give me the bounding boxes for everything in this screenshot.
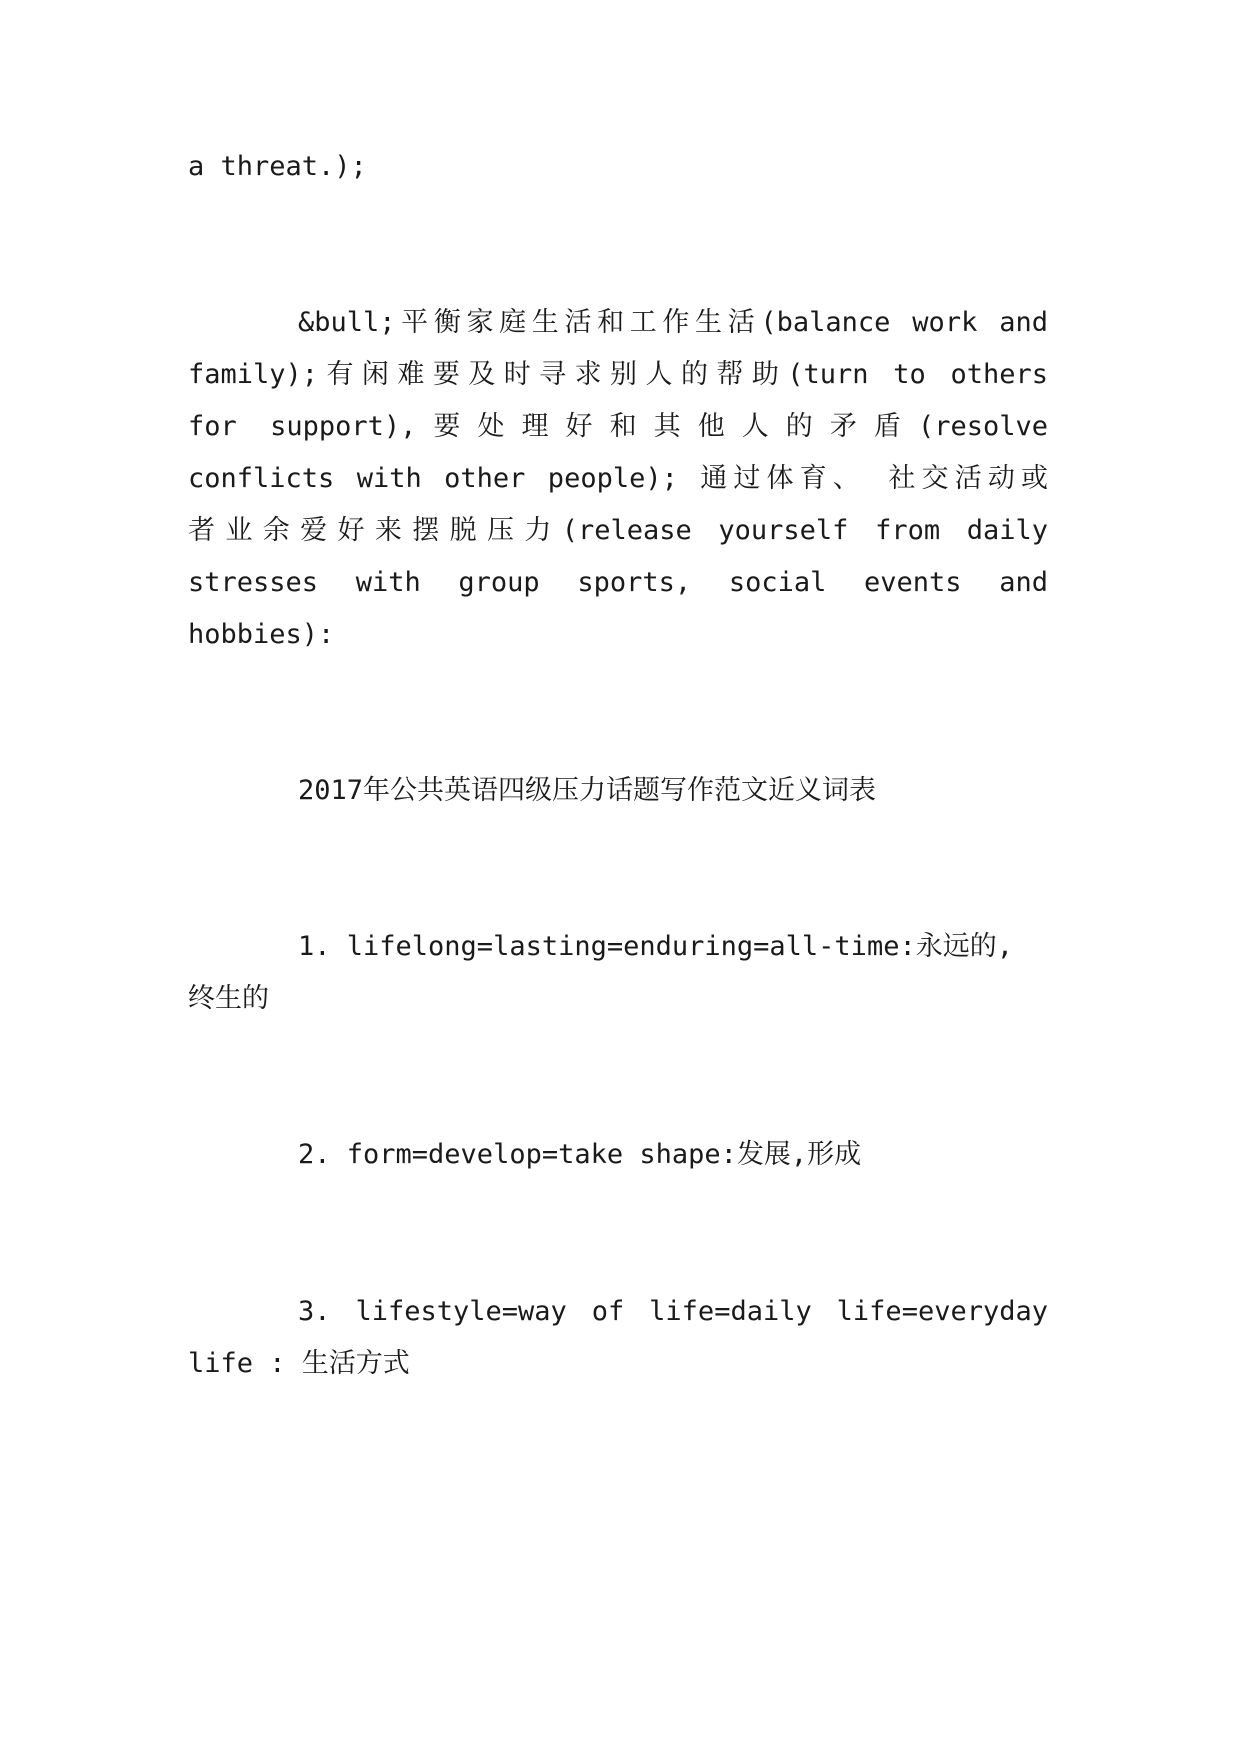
list-item-line: life : 生活方式 [188, 1348, 410, 1379]
paragraph-line: stresses with group sports, social events and [188, 567, 1048, 598]
list-item-line: 1. lifelong=lasting=enduring=all-time:永远的, [298, 931, 1013, 962]
paragraph-line: 者业余爱好来摆脱压力(release yourself from daily [188, 515, 1048, 546]
list-item-line: 2. form=develop=take shape:发展,形成 [298, 1139, 862, 1170]
paragraph-line: &bull;平衡家庭生活和工作生活(balance work and [298, 307, 1048, 338]
paragraph-line: conflicts with other people); 通过体育、 社交活动或 [188, 463, 1048, 494]
section-heading: 2017年公共英语四级压力话题写作范文近义词表 [298, 775, 877, 806]
paragraph-line: hobbies): [188, 619, 335, 650]
list-item-line: 3. lifestyle=way of life=daily life=everyday [298, 1296, 1048, 1327]
paragraph-line: for support),要处理好和其他人的矛盾(resolve [188, 411, 1048, 442]
paragraph-line: family);有闲难要及时寻求别人的帮助(turn to others [188, 359, 1048, 390]
list-item-line: 终生的 [188, 983, 269, 1014]
continued-text-line: a threat.); [188, 151, 367, 182]
